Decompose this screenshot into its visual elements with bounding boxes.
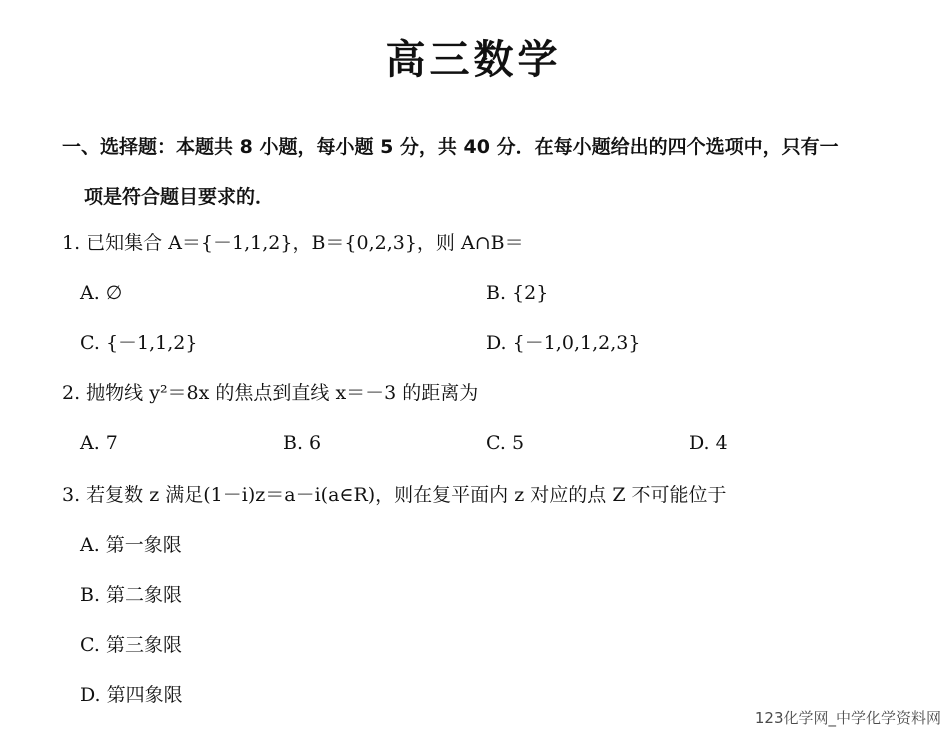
page-title: 高三数学 — [385, 37, 562, 83]
question-3-stem: 3. 若复数 z 满足(1－i)z＝a－i(a∈R)，则在复平面内 z 对应的点 Z 不可能位于 — [62, 484, 727, 506]
question-3-option-d: D. 第四象限 — [80, 684, 183, 706]
watermark: 123化学网_中学化学资料网 — [754, 709, 941, 727]
question-2-stem: 2. 抛物线 y²＝8x 的焦点到直线 x＝－3 的距离为 — [62, 382, 479, 404]
section-header-line-1: 一、选择题：本题共 8 小题，每小题 5 分，共 40 分．在每小题给出的四个选项中，只有一 — [62, 136, 839, 158]
question-2-option-a: A. 7 — [80, 432, 118, 454]
question-1-option-b: B. {2} — [486, 282, 549, 304]
question-2-option-b: B. 6 — [283, 432, 322, 454]
section-header-line-2: 项是符合题目要求的． — [84, 186, 275, 208]
question-2-option-c: C. 5 — [486, 432, 525, 454]
question-1-option-d: D. {－1,0,1,2,3} — [486, 332, 641, 354]
question-1-option-c: C. {－1,1,2} — [80, 332, 198, 354]
question-3-option-c: C. 第三象限 — [80, 634, 182, 656]
question-1-option-a: A. ∅ — [80, 282, 123, 304]
question-2-option-d: D. 4 — [689, 432, 728, 454]
question-1-stem: 1. 已知集合 A＝{－1,1,2}，B＝{0,2,3}，则 A∩B＝ — [62, 232, 524, 254]
question-3-option-b: B. 第二象限 — [80, 584, 183, 606]
question-3-option-a: A. 第一象限 — [80, 534, 182, 556]
